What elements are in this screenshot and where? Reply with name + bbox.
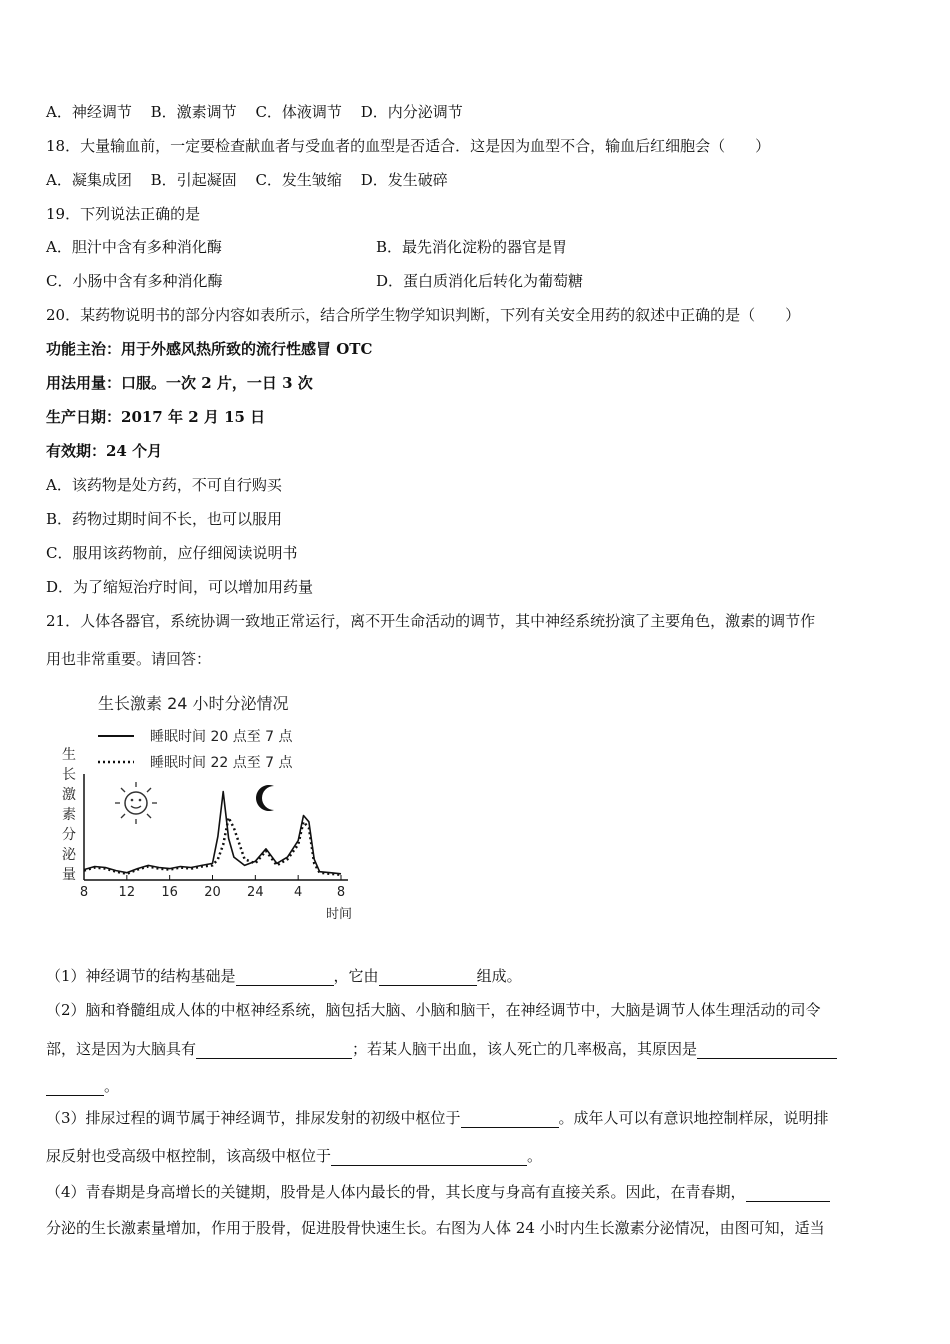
- series-line-2: [84, 818, 341, 875]
- x-tick-label: 16: [161, 885, 178, 900]
- q17-options: [46, 102, 477, 122]
- chart-title: 生长激素 24 小时分泌情况: [98, 694, 289, 713]
- q21-stem-line2: 用也非常重要。请回答：: [46, 650, 212, 668]
- y-axis-label-char: 素: [62, 807, 76, 823]
- q17-option-d: D．内分泌调节: [360, 103, 463, 121]
- q17-option-c: C．体液调节: [255, 103, 342, 121]
- x-tick-label: 4: [294, 885, 303, 900]
- x-tick-label: 12: [118, 885, 136, 900]
- y-axis-label-char: 量: [62, 867, 76, 883]
- x-tick-label: 8: [79, 885, 89, 900]
- q21-sub2-line1: （2）脑和脊髓组成人体的中枢神经系统，脑包括大脑、小脑和脑干，在神经调节中，大脑是调节人体生理活动的司令: [46, 1001, 821, 1019]
- legend-solid-label: 睡眠时间 20 点至 7 点: [150, 729, 293, 745]
- q20-option-d: D．为了缩短治疗时间，可以增加用药量: [46, 578, 314, 596]
- q21-sub4-line2: 分泌的生长激素量增加，作用于股骨，促进股骨快速生长。右图为人体 24 小时内生长激素分泌情况，由图可知，适当: [46, 1219, 825, 1237]
- q21-sub3-text-c: 尿反射也受高级中枢控制，该高级中枢位于: [46, 1147, 332, 1165]
- q20-label-function: 功能主治：用于外感风热所致的流行性感冒 OTC: [46, 340, 373, 358]
- q19-option-c: C．小肠中含有多种消化酶: [46, 272, 223, 290]
- q21-sub1-text-a: （1）神经调节的结构基础是: [46, 967, 236, 985]
- answer-blank-5[interactable]: [461, 1111, 559, 1128]
- legend-dotted-label: 睡眠时间 22 点至 7 点: [150, 755, 293, 771]
- q20-stem: 20．某药物说明书的部分内容如表所示，结合所学生物学知识判断，下列有关安全用药的叙述中正确的是（ ）: [46, 306, 801, 324]
- q21-sub1: [46, 966, 522, 986]
- x-axis-ticks: [80, 875, 345, 900]
- x-axis-label: 时间: [326, 907, 353, 922]
- q18-options: [46, 170, 462, 190]
- q21-sub3-line2: [46, 1146, 542, 1166]
- q19-option-b: B．最先消化淀粉的器官是胃: [376, 238, 568, 256]
- answer-blank-1[interactable]: [236, 969, 334, 986]
- moon-icon: [256, 785, 274, 811]
- q17-option-a: A．神经调节: [46, 103, 132, 121]
- q18-option-c: C．发生皱缩: [255, 171, 342, 189]
- chart-series: [84, 792, 341, 875]
- q21-sub2-line2: [46, 1039, 837, 1059]
- q20-label-dosage: 用法用量：口服。一次 2 片，一日 3 次: [46, 374, 313, 392]
- q21-sub2-text-c: 。: [104, 1077, 120, 1095]
- q20-option-a: A．该药物是处方药，不可自行购买: [46, 476, 282, 494]
- answer-blank-6[interactable]: [331, 1149, 527, 1166]
- q19-options-row2: [46, 271, 906, 291]
- q21-sub3-line1: [46, 1108, 829, 1128]
- q19-stem: 19．下列说法正确的是: [46, 205, 201, 223]
- q19-option-a: A．胆汁中含有多种消化酶: [46, 238, 222, 256]
- q17-option-b: B．激素调节: [150, 103, 237, 121]
- series-line-1: [84, 792, 341, 874]
- q18-stem: 18．大量输血前，一定要检查献血者与受血者的血型是否适合．这是因为血型不合，输血后红细胞会（ ）: [46, 137, 771, 155]
- answer-blank-3[interactable]: [196, 1042, 352, 1059]
- y-axis-label-char: 泌: [62, 847, 76, 863]
- y-axis-label: [62, 746, 77, 883]
- x-tick-label: 20: [204, 885, 221, 900]
- q21-stem-line1: 21．人体各器官，系统协调一致地正常运行，离不开生命活动的调节，其中神经系统扮演了主要角色，激素的调节作: [46, 612, 816, 630]
- growth-hormone-chart: [46, 686, 356, 926]
- q21-sub3-text-a: （3）排尿过程的调节属于神经调节，排尿发射的初级中枢位于: [46, 1109, 461, 1127]
- q20-option-b: B．药物过期时间不长，也可以服用: [46, 510, 283, 528]
- q21-sub3-text-d: 。: [527, 1147, 543, 1165]
- y-axis-label-char: 生: [62, 747, 76, 763]
- answer-blank-7[interactable]: [746, 1185, 830, 1202]
- q21-sub4-line1: [46, 1182, 830, 1202]
- x-tick-label: 24: [247, 885, 264, 900]
- q20-label-date: 生产日期：2017 年 2 月 15 日: [46, 408, 266, 426]
- q21-sub2-text-b: ；若某人脑干出血，该人死亡的几率极高，其原因是: [352, 1040, 698, 1058]
- answer-blank-4-cont[interactable]: [46, 1079, 104, 1096]
- q18-option-a: A．凝集成团: [46, 171, 132, 189]
- y-axis-label-char: 长: [62, 767, 76, 783]
- answer-blank-4[interactable]: [697, 1042, 837, 1059]
- q20-option-c: C．服用该药物前，应仔细阅读说明书: [46, 544, 298, 562]
- q18-option-d: D．发生破碎: [360, 171, 448, 189]
- q21-sub2-line3: [46, 1076, 119, 1096]
- q21-sub2-text-a: 部，这是因为大脑具有: [46, 1040, 197, 1058]
- q21-sub1-text-c: 组成。: [476, 967, 522, 985]
- q20-label-expiry: 有效期：24 个月: [46, 442, 163, 460]
- q21-sub3-text-b: 。成年人可以有意识地控制样尿，说明排: [558, 1109, 829, 1127]
- q18-option-b: B．引起凝固: [150, 171, 237, 189]
- sun-icon: [115, 782, 157, 824]
- q21-sub4-text-a: （4）青春期是身高增长的关键期，股骨是人体内最长的骨，其长度与身高有直接关系。因此，在青春期，: [46, 1183, 746, 1201]
- y-axis-label-char: 分: [62, 827, 76, 843]
- q21-sub1-text-b: ，它由: [333, 967, 379, 985]
- y-axis-label-char: 激: [62, 787, 76, 803]
- q19-option-d: D．蛋白质消化后转化为葡萄糖: [376, 272, 584, 290]
- answer-blank-2[interactable]: [379, 969, 477, 986]
- x-tick-label: 8: [336, 885, 346, 900]
- q19-options-row1: [46, 237, 906, 257]
